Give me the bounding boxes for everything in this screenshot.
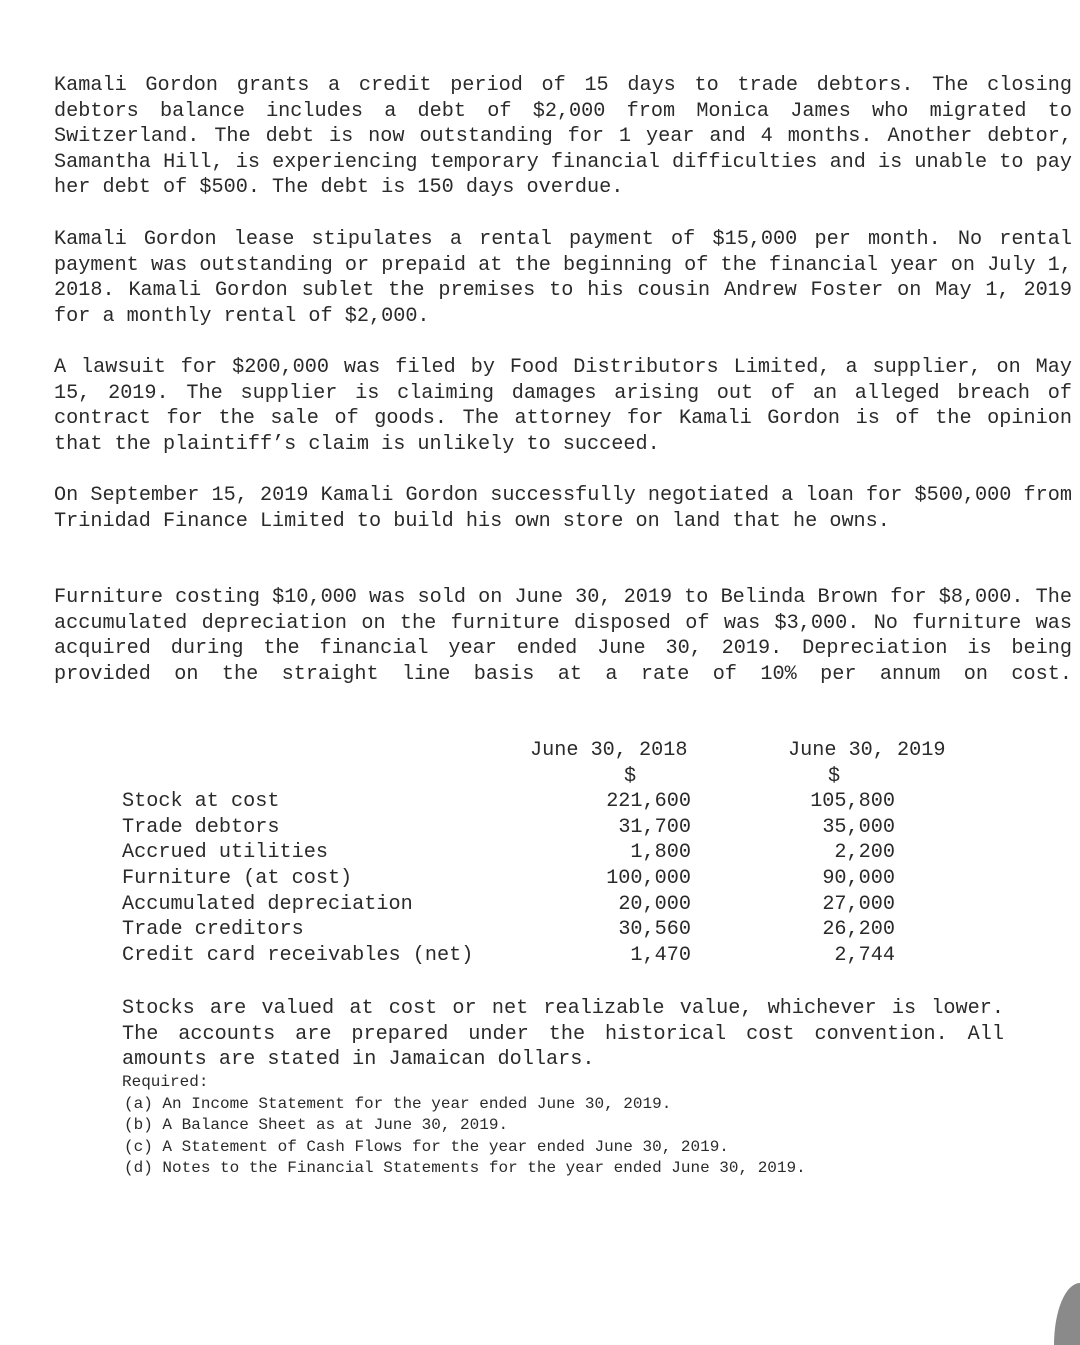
required-title: Required:: [122, 1073, 209, 1091]
value-2018: 31,700: [618, 815, 691, 839]
row-label: Trade debtors: [122, 815, 280, 839]
table-row: [122, 789, 982, 815]
required-item-b: (b) A Balance Sheet as at June 30, 2019.: [124, 1116, 509, 1134]
value-2019: 105,800: [810, 790, 895, 814]
column-header-2019: June 30, 2019: [788, 739, 946, 762]
row-label: Furniture (at cost): [122, 866, 353, 890]
value-2019: 2,744: [834, 943, 895, 967]
value-2018: 30,560: [618, 918, 691, 942]
value-2019: 90,000: [822, 866, 895, 890]
row-label: Accumulated depreciation: [122, 892, 413, 916]
row-label: Trade creditors: [122, 918, 304, 942]
table-row: [122, 892, 982, 918]
required-item-d: (d) Notes to the Financial Statements for the year ended June 30, 2019.: [124, 1159, 806, 1177]
value-2018: 1,470: [630, 943, 691, 967]
table-row: [122, 840, 982, 866]
value-2019: 26,200: [822, 918, 895, 942]
required-section: [122, 1072, 806, 1180]
required-item-a: (a) An Income Statement for the year ended June 30, 2019.: [124, 1094, 672, 1113]
paragraph-furniture: Furniture costing $10,000 was sold on June 30, 2019 to Belinda Brown for $8,000. The accumulated depreciation on the furniture disposed of was $3,000. No furniture was acquired during the financial year ended June 30, 2019. Depreciation is being provided on the straight line basis at a rate of 10% per annum on cost.: [54, 586, 1072, 686]
balances-table: [122, 738, 982, 968]
value-2018: 221,600: [606, 790, 691, 814]
table-header-row: [122, 738, 982, 764]
currency-symbol-2018: $: [624, 764, 637, 788]
table-row: [122, 866, 982, 892]
row-label: Accrued utilities: [122, 841, 328, 865]
value-2019: 27,000: [822, 892, 895, 916]
page-curl-shape: [1054, 1283, 1080, 1345]
currency-symbol-2019: $: [828, 764, 841, 788]
table-currency-row: [122, 764, 982, 790]
row-label: Credit card receivables (net): [122, 943, 474, 967]
column-header-2018: June 30, 2018: [530, 739, 688, 762]
value-2018: 1,800: [630, 841, 691, 865]
accounting-notes: Stocks are valued at cost or net realizable value, whichever is lower. The accounts are prepared under the historical cost convention. All amounts are stated in Jamaican dollars.: [122, 997, 1004, 1072]
value-2019: 35,000: [822, 815, 895, 839]
row-label: Stock at cost: [122, 790, 280, 814]
value-2018: 20,000: [618, 892, 691, 916]
paragraph-lawsuit: A lawsuit for $200,000 was filed by Food Distributors Limited, a supplier, on May 15, 2019. The supplier is claiming damages arising out of an alleged breach of contract for the sale of goods. The attorney for Kamali Gordon is of the opinion that the plaintiff’s claim is unlikely to succeed.: [54, 356, 1072, 456]
required-item-c: (c) A Statement of Cash Flows for the year ended June 30, 2019.: [124, 1137, 729, 1156]
value-2019: 2,200: [834, 841, 895, 865]
value-2018: 100,000: [606, 866, 691, 890]
paragraph-trade-debtors: Kamali Gordon grants a credit period of 15 days to trade debtors. The closing debtors balance includes a debt of $2,000 from Monica James who migrated to Switzerland. The debt is now outstanding for 1 year and 4 months. Another debtor, Samantha Hill, is experiencing temporary financial difficulties and is unable to pay her debt of $500. The debt is 150 days overdue.: [54, 74, 1072, 200]
paragraph-loan: On September 15, 2019 Kamali Gordon successfully negotiated a loan for $500,000 from Trinidad Finance Limited to build his own store on land that he owns.: [54, 484, 1072, 533]
table-row: [122, 943, 982, 969]
table-row: [122, 917, 982, 943]
paragraph-lease: Kamali Gordon lease stipulates a rental payment of $15,000 per month. No rental payment was outstanding or prepaid at the beginning of the financial year on July 1, 2018. Kamali Gordon sublet the premises to his cousin Andrew Foster on May 1, 2019 for a monthly rental of $2,000.: [54, 228, 1072, 328]
table-row: [122, 815, 982, 841]
